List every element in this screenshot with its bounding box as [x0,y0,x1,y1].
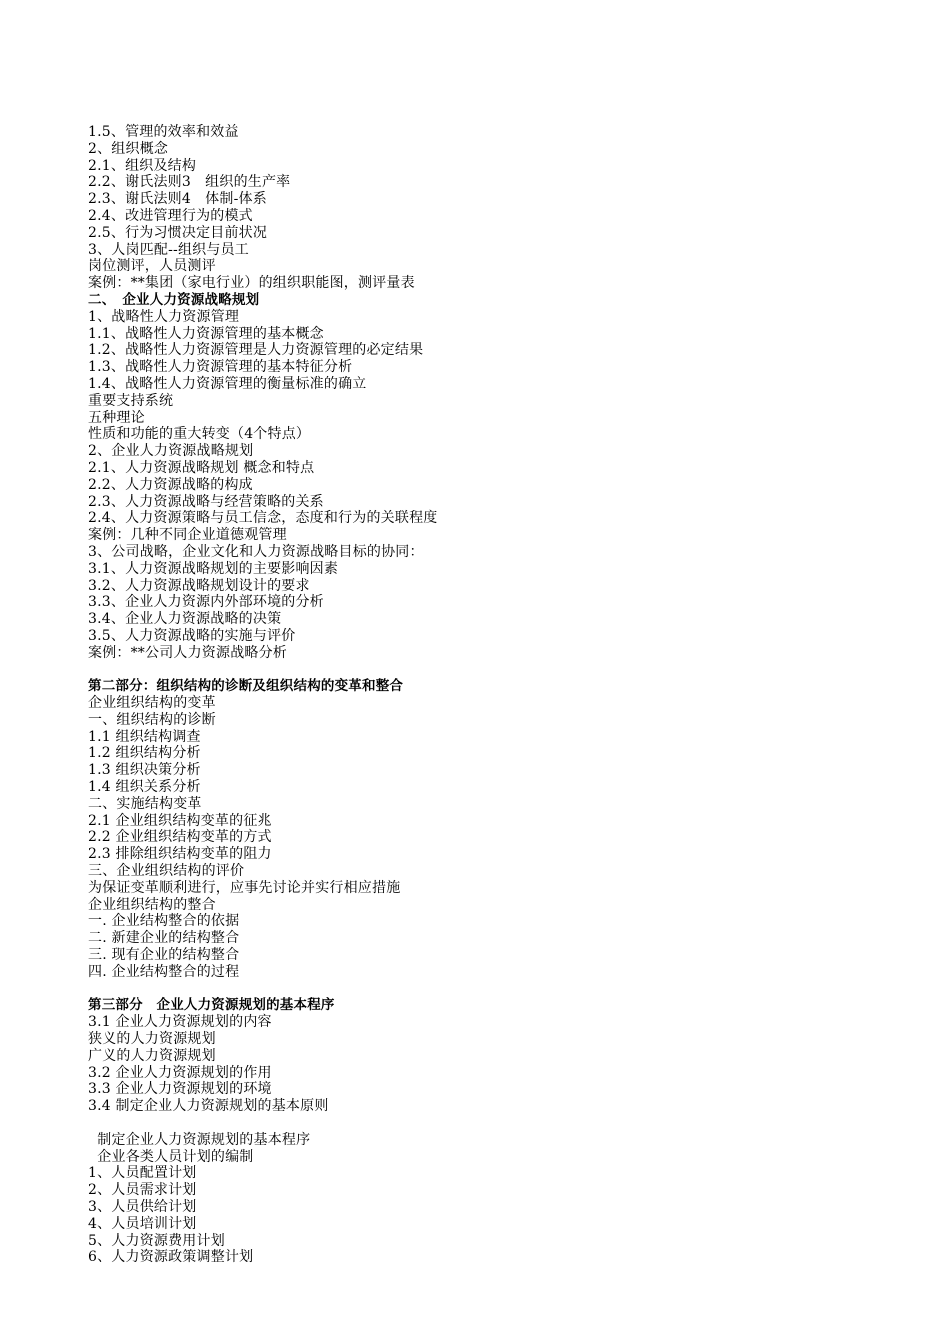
text-line: 3、人岗匹配--组织与员工 [88,241,249,258]
text-line: 1、战略性人力资源管理 [88,308,240,325]
text-line: 3.5、人力资源战略的实施与评价 [88,627,296,644]
text-line: 2.5、行为习惯决定目前状况 [88,224,268,241]
text-line: 1.3、战略性人力资源管理的基本特征分析 [88,359,353,376]
text-line: 二. 新建企业的结构整合 [88,930,240,947]
text-line: 3.4、企业人力资源战略的决策 [88,611,282,628]
section-heading: 二、 企业人力资源战略规划 [88,291,260,308]
text-line: 2.2、人力资源战略的构成 [88,476,253,493]
text-line: 2、组织概念 [88,140,169,157]
text-line: 3.2、人力资源战略规划设计的要求 [88,577,310,594]
text-line: 案例：**公司人力资源战略分析 [88,644,287,661]
text-line: 3.1、人力资源战略规划的主要影响因素 [88,560,339,577]
text-line: 狭义的人力资源规划 [88,1031,216,1048]
text-line: 企业各类人员计划的编制 [88,1148,254,1165]
section-heading: 第三部分 企业人力资源规划的基本程序 [88,997,335,1014]
text-line: 2.4、改进管理行为的模式 [88,207,253,224]
text-line: 3、人员供给计划 [88,1199,197,1215]
text-line: 1.2、战略性人力资源管理是人力资源管理的必定结果 [88,342,424,359]
text-line: 1.5、管理的效率和效益 [88,124,239,140]
text-line: 3.4 制定企业人力资源规划的基本原则 [88,1098,329,1115]
text-line: 1.4 组织关系分析 [88,779,201,796]
text-line: 案例：几种不同企业道德观管理 [88,527,287,544]
text-line: 五种理论 [88,409,145,426]
text-line: 2、企业人力资源战略规划 [88,443,254,460]
text-line: 企业组织结构的整合 [88,896,216,913]
text-line: 2.3、谢氏法则4 体制-体系 [88,191,267,208]
text-line: 2.3 排除组织结构变革的阻力 [88,846,272,863]
text-line: 性质和功能的重大转变（4个特点） [88,426,311,443]
text-line: 2.4、人力资源策略与员工信念，态度和行为的关联程度 [88,510,438,527]
document-page [88,124,908,1266]
text-line: 三. 现有企业的结构整合 [88,947,240,964]
text-line: 2.1、组织及结构 [88,157,197,174]
text-line: 1.1 组织结构调查 [88,728,201,745]
text-line: 3.3 企业人力资源规划的环境 [88,1081,272,1098]
text-line: 为保证变革顺利进行，应事先讨论并实行相应措施 [88,879,401,896]
text-line: 岗位测评，人员测评 [88,258,216,275]
text-line: 案例：**集团（家电行业）的组织职能图，测评量表 [88,275,415,292]
text-line: 重要支持系统 [88,392,174,409]
blank-line [88,662,908,679]
text-line: 2.1、人力资源战略规划 概念和特点 [88,459,315,476]
text-line: 一、组织结构的诊断 [88,711,216,728]
text-line: 1.4、战略性人力资源管理的衡量标准的确立 [88,375,367,392]
text-line: 制定企业人力资源规划的基本程序 [88,1131,311,1148]
text-line: 2.3、人力资源战略与经营策略的关系 [88,493,324,510]
text-line: 企业组织结构的变革 [88,695,216,712]
text-line: 广义的人力资源规划 [88,1047,216,1064]
text-line: 2.1 企业组织结构变革的征兆 [88,812,272,829]
blank-line [88,981,908,998]
section-heading: 第二部分：组织结构的诊断及组织结构的变革和整合 [88,678,404,695]
text-line: 三、企业组织结构的评价 [88,863,245,880]
text-line: 四. 企业结构整合的过程 [88,963,240,980]
text-line: 1.3 组织决策分析 [88,762,201,779]
text-line: 一. 企业结构整合的依据 [88,913,240,930]
blank-line [88,1115,908,1132]
text-line: 1.2 组织结构分析 [88,745,201,762]
text-line: 2.2、谢氏法则3 组织的生产率 [88,174,291,191]
text-line: 6、人力资源政策调整计划 [88,1249,254,1266]
text-line: 4、人员培训计划 [88,1215,197,1232]
text-line: 1.1、战略性人力资源管理的基本概念 [88,325,324,342]
text-line: 3.3、企业人力资源内外部环境的分析 [88,594,324,611]
text-line: 3.2 企业人力资源规划的作用 [88,1064,272,1081]
text-line: 5、人力资源费用计划 [88,1232,225,1249]
text-line: 二、实施结构变革 [88,795,202,812]
text-line: 3、公司战略，企业文化和人力资源战略目标的协同： [88,543,424,560]
text-line: 2.2 企业组织结构变革的方式 [88,829,272,846]
text-line: 3.1 企业人力资源规划的内容 [88,1014,272,1031]
text-line: 1、人员配置计划 [88,1165,197,1182]
text-line: 2、人员需求计划 [88,1182,197,1199]
